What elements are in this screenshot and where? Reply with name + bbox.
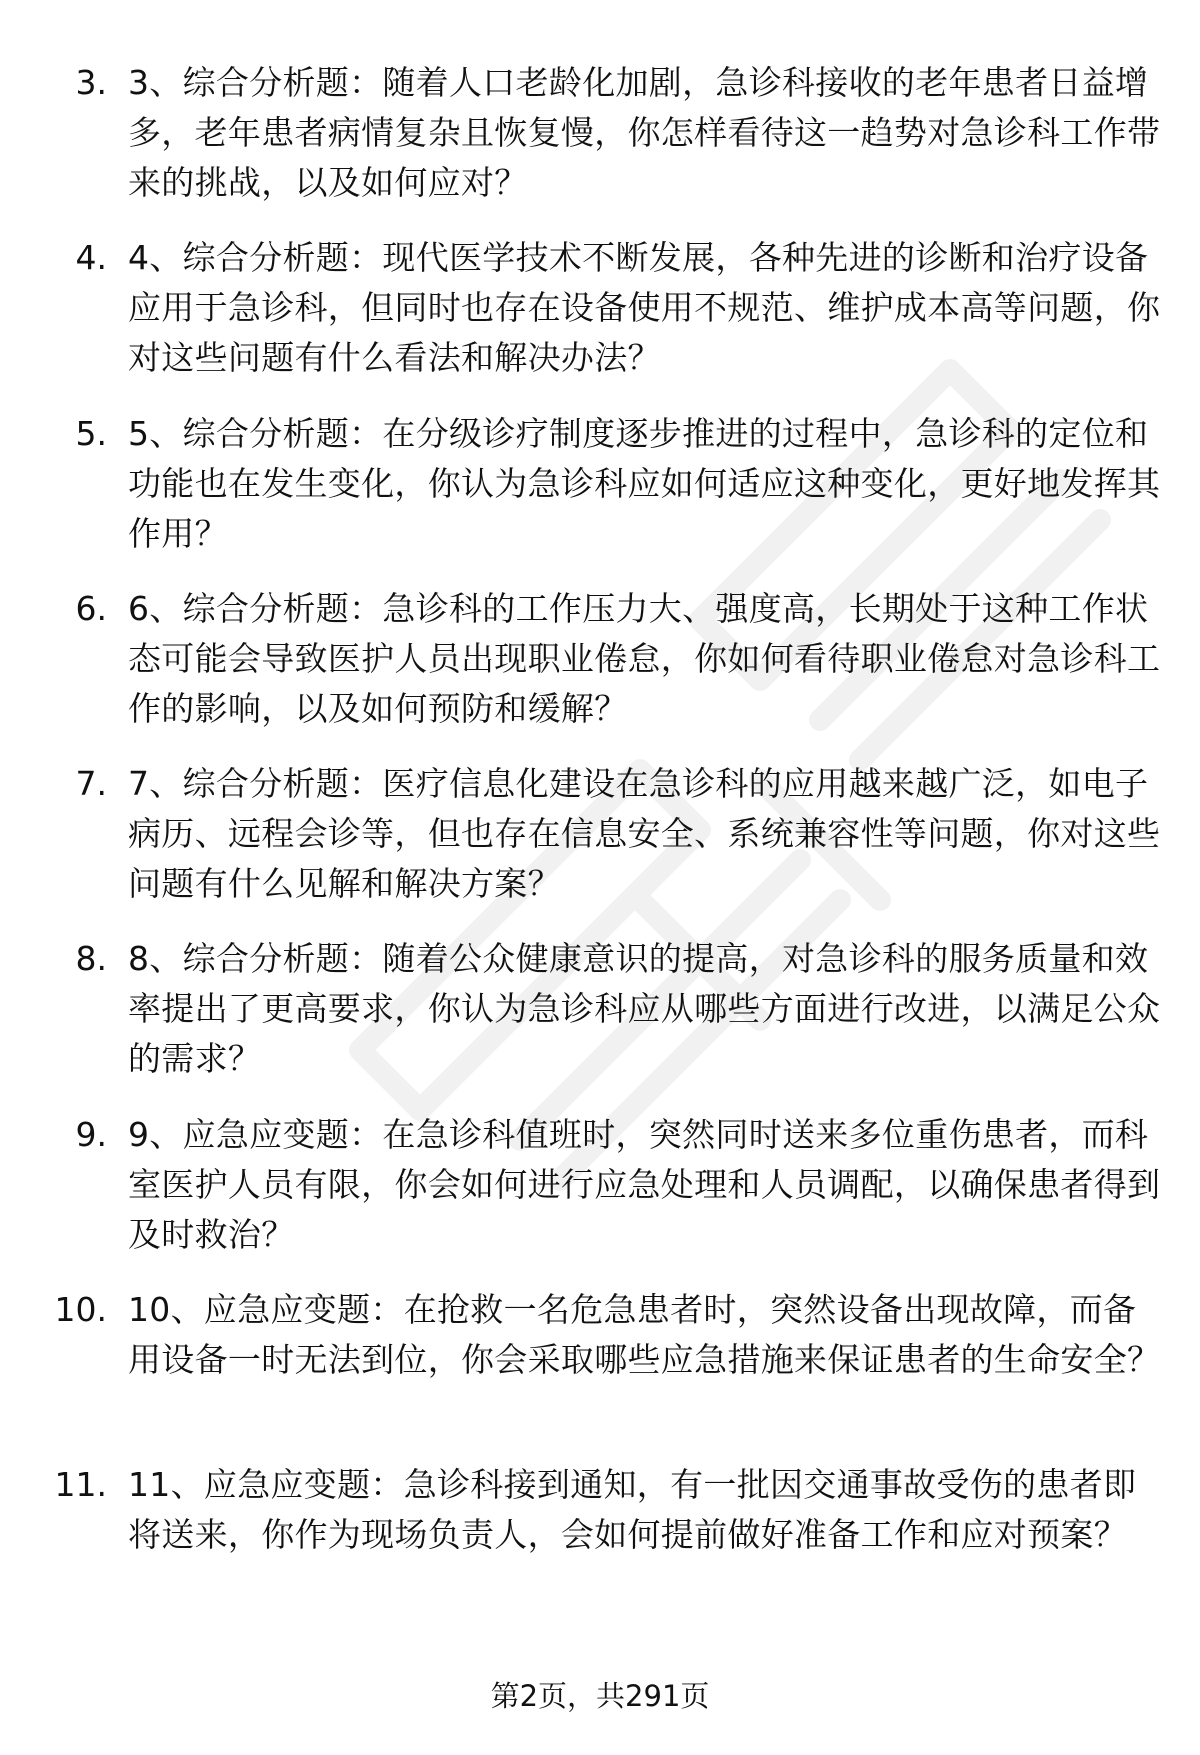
question-number: 7. bbox=[75, 764, 107, 804]
question-number: 4. bbox=[75, 238, 107, 278]
question-item bbox=[0, 584, 1200, 744]
page-footer: 第2页，共291页 bbox=[490, 1679, 710, 1713]
question-number: 6. bbox=[75, 588, 107, 628]
question-number: 9. bbox=[75, 1114, 107, 1154]
question-text: 10、应急应变题：在抢救一名危急患者时，突然设备出现故障，而备用设备一时无法到位，你会采取哪些应急措施来保证患者的生命安全？ bbox=[128, 1290, 1161, 1380]
question-text: 3、综合分析题：随着人口老龄化加剧，急诊科接收的老年患者日益增多，老年患者病情复杂且恢复慢，你怎样看待这一趋势对急诊科工作带来的挑战，以及如何应对？ bbox=[128, 63, 1161, 202]
question-text: 6、综合分析题：急诊科的工作压力大、强度高，长期处于这种工作状态可能会导致医护人员出现职业倦怠，你如何看待职业倦怠对急诊科工作的影响，以及如何预防和缓解？ bbox=[128, 588, 1161, 728]
question-item bbox=[0, 1285, 1200, 1445]
question-item bbox=[0, 58, 1200, 218]
question-text: 8、综合分析题：随着公众健康意识的提高，对急诊科的服务质量和效率提出了更高要求，你认为急诊科应从哪些方面进行改进，以满足公众的需求？ bbox=[128, 939, 1161, 1079]
question-number: 11. bbox=[54, 1465, 107, 1505]
question-text: 7、综合分析题：医疗信息化建设在急诊科的应用越来越广泛，如电子病历、远程会诊等，但也存在信息安全、系统兼容性等问题，你对这些问题有什么见解和解决方案？ bbox=[128, 764, 1161, 904]
question-item bbox=[0, 1110, 1200, 1270]
question-item bbox=[0, 759, 1200, 919]
question-list bbox=[0, 58, 1200, 1636]
question-item bbox=[0, 1460, 1200, 1620]
question-text: 9、应急应变题：在急诊科值班时，突然同时送来多位重伤患者，而科室医护人员有限，你会如何进行应急处理和人员调配，以确保患者得到及时救治？ bbox=[128, 1114, 1161, 1254]
question-number: 10. bbox=[54, 1290, 107, 1330]
question-item bbox=[0, 409, 1200, 569]
question-item bbox=[0, 934, 1200, 1094]
question-item bbox=[0, 233, 1200, 393]
question-number: 3. bbox=[75, 63, 107, 102]
question-number: 5. bbox=[75, 413, 107, 453]
question-text: 11、应急应变题：急诊科接到通知，有一批因交通事故受伤的患者即将送来，你作为现场负责人，会如何提前做好准备工作和应对预案？ bbox=[128, 1465, 1137, 1555]
question-text: 4、综合分析题：现代医学技术不断发展，各种先进的诊断和治疗设备应用于急诊科，但同时也存在设备使用不规范、维护成本高等问题，你对这些问题有什么看法和解决办法？ bbox=[128, 238, 1161, 378]
question-text: 5、综合分析题：在分级诊疗制度逐步推进的过程中，急诊科的定位和功能也在发生变化，你认为急诊科应如何适应这种变化，更好地发挥其作用？ bbox=[128, 413, 1161, 553]
question-number: 8. bbox=[75, 939, 107, 979]
